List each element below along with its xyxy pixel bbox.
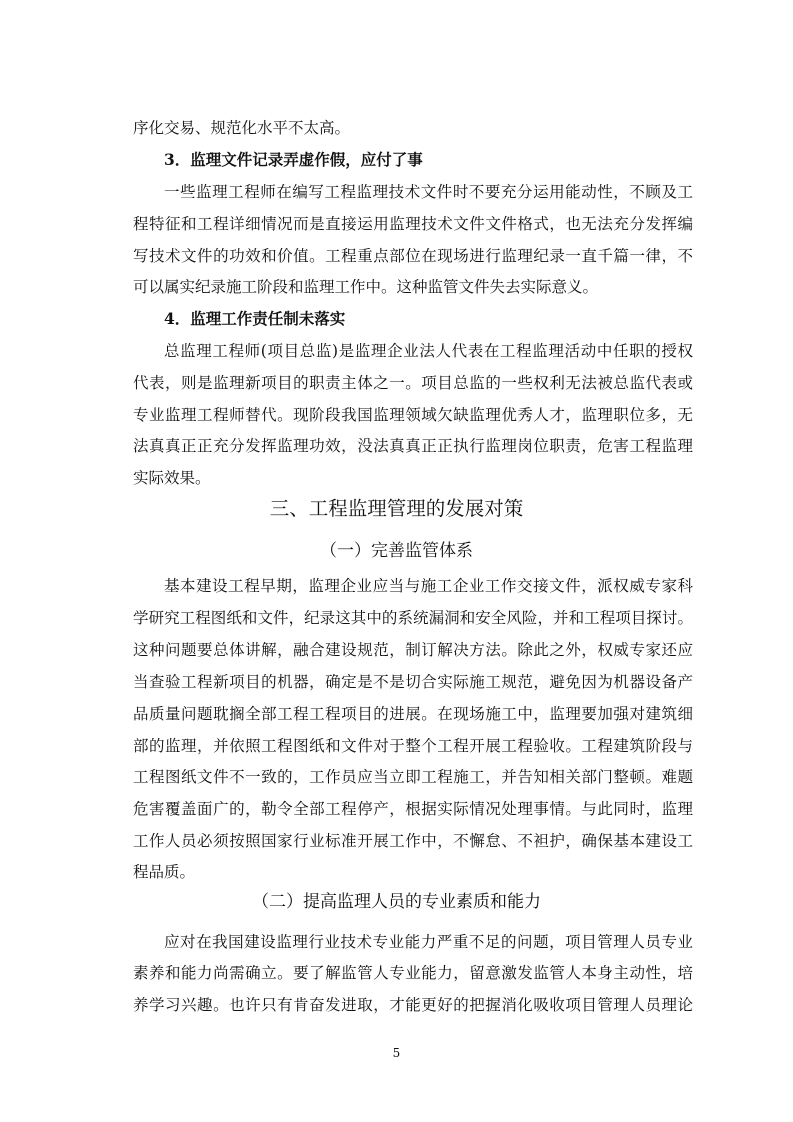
paragraph-line: 一些监理工程师在编写工程监理技术文件时不要充分运用能动性，不顾及工: [164, 183, 693, 201]
paragraph-line: 专业监理工程师替代。现阶段我国监理领域欠缺监理优秀人才，监理职位多，无: [133, 406, 693, 424]
paragraph-line: 写技术文件的功效和价值。工程重点部位在现场进行监理纪录一直千篇一律，不: [133, 247, 693, 265]
page-number: 5: [392, 1046, 401, 1060]
paragraph-line: 素养和能力尚需确立。要了解监管人专业能力，留意激发监管人本身主动性，培: [133, 964, 693, 982]
paragraph-line: 序化交易、规范化水平不太高。: [133, 119, 351, 137]
paragraph-line: 部的监理，并依照工程图纸和文件对于整个工程开展工程验收。工程建筑阶段与: [133, 737, 693, 755]
paragraph-line: 危害覆盖面广的，勒令全部工程停产，根据实际情况处理事情。与此同时，监理: [133, 800, 693, 818]
paragraph-line: 总监理工程师(项目总监)是监理企业法人代表在工程监理活动中任职的授权: [164, 342, 693, 360]
paragraph-line: 工程图纸文件不一致的，工作员应当立即工程施工，并告知相关部门整顿。难题: [133, 768, 693, 786]
paragraph-line: 程特征和工程详细情况而是直接运用监理技术文件文件格式，也无法充分发挥编: [133, 215, 693, 233]
section-heading: 三、工程监理管理的发展对策: [269, 497, 524, 520]
paragraph-line: 基本建设工程早期，监理企业应当与施工企业工作交接文件，派权威专家科: [164, 577, 693, 595]
paragraph-line: 代表，则是监理新项目的职责主体之一。项目总监的一些权利无法被总监代表或: [133, 374, 693, 392]
subheading-4: 4．监理工作责任制未落实: [164, 309, 346, 328]
paragraph-line: 可以属实纪录施工阶段和监理工作中。这种监管文件失去实际意义。: [133, 278, 599, 296]
paragraph-line: 应对在我国建设监理行业技术专业能力严重不足的问题，项目管理人员专业: [164, 933, 693, 951]
paragraph-line: 实际效果。: [133, 469, 211, 487]
paragraph-line: 当查验工程新项目的机器，确定是不是切合实际施工规范，避免因为机器设备产: [133, 673, 693, 691]
paragraph-line: 工作人员必须按照国家行业标准开展工作中，不懈怠、不袒护，确保基本建设工: [133, 832, 693, 850]
paragraph-line: 品质量问题耽搁全部工程工程项目的进展。在现场施工中，监理要加强对建筑细: [133, 705, 693, 723]
subsection-heading-2: （二）提高监理人员的专业素质和能力: [252, 892, 541, 912]
paragraph-line: 养学习兴趣。也许只有肯奋发进取，才能更好的把握消化吸收项目管理人员理论: [133, 996, 693, 1014]
subheading-3: 3．监理文件记录弄虚作假，应付了事: [164, 150, 423, 169]
paragraph-line: 这种问题要总体讲解，融合建设规范，制订解决方法。除此之外，权威专家还应: [133, 641, 693, 659]
paragraph-line: 程品质。: [133, 863, 196, 881]
paragraph-line: 法真真正正充分发挥监理功效，没法真真正正执行监理岗位职责，危害工程监理: [133, 437, 693, 455]
subsection-heading-1: （一）完善监管体系: [320, 541, 473, 561]
paragraph-line: 学研究工程图纸和文件，纪录这其中的系统漏洞和安全风险，并和工程项目探讨。: [133, 609, 693, 627]
